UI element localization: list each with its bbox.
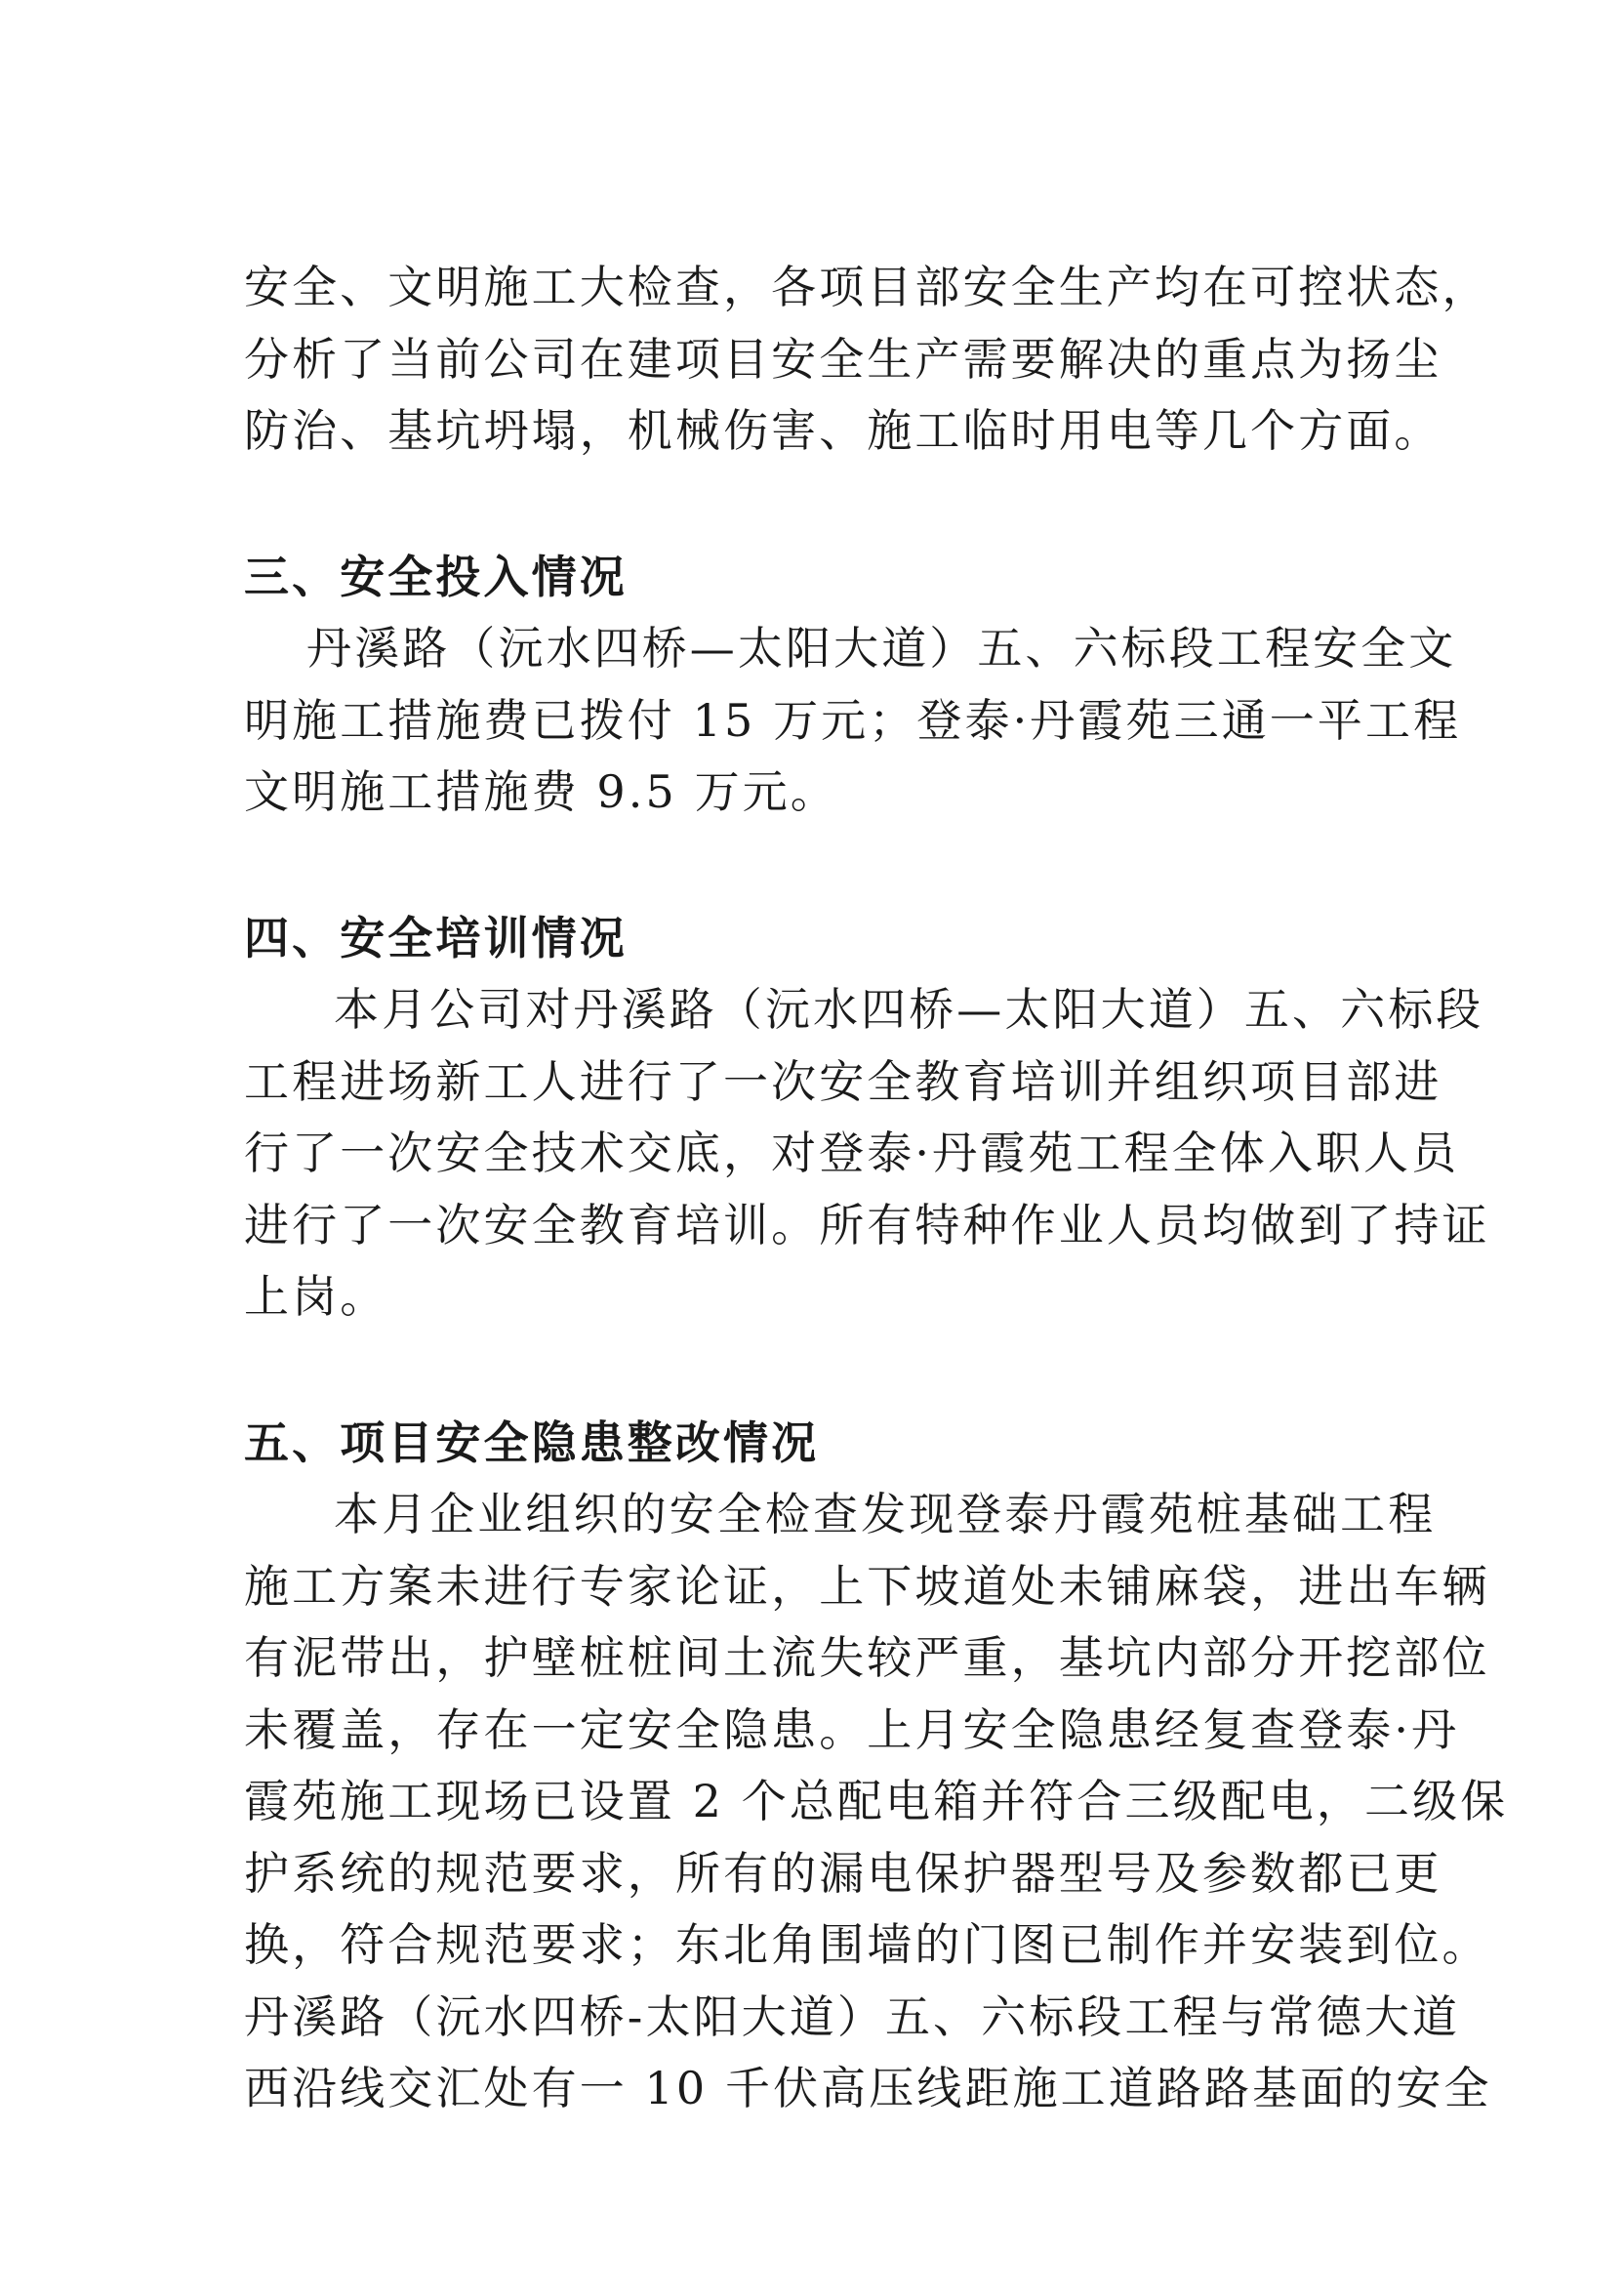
text-line: 安全、文明施工大检查，各项目部安全生产均在可控状态，	[244, 261, 1490, 313]
text-line: 丹溪路（沅水四桥—太阳大道）五、六标段工程安全文	[306, 622, 1457, 675]
text-line: 分析了当前公司在建项目安全生产需要解决的重点为扬尘	[244, 332, 1442, 386]
document-body	[244, 252, 1509, 2125]
text-line: 本月企业组织的安全检查发现登泰丹霞苑桩基础工程	[334, 1488, 1437, 1540]
text-line: 护系统的规范要求，所有的漏电保护器型号及参数都已更	[244, 1846, 1442, 1900]
text-line: 明施工措施费已拨付 15 万元；登泰·丹霞苑三通一平工程	[244, 693, 1462, 747]
section-safety-training	[244, 903, 1490, 1333]
text-line: 防治、基坑坍塌，机械伤害、施工临时用电等几个方面。	[244, 404, 1442, 457]
section-spacer	[244, 1333, 1386, 1408]
text-line: 进行了一次安全教育培训。所有特种作业人员均做到了持证	[244, 1198, 1490, 1251]
text-line: 本月公司对丹溪路（沅水四桥—太阳大道）五、六标段	[334, 983, 1484, 1036]
section-spacer	[244, 829, 1386, 903]
section-heading: 五、项目安全隐患整改情况	[244, 1415, 820, 1469]
intro-paragraph	[244, 252, 1490, 468]
text-line: 西沿线交汇处有一 10 千伏高压线距施工道路路基面的安全	[244, 2062, 1492, 2114]
text-line: 丹溪路（沅水四桥-太阳大道）五、六标段工程与常德大道	[244, 1989, 1461, 2043]
section-hazard-rectification	[244, 1408, 1509, 2125]
text-line: 工程进场新工人进行了一次安全教育培训并组织项目部进	[244, 1054, 1442, 1108]
text-line: 上岗。	[244, 1270, 388, 1323]
section-heading: 四、安全培训情况	[244, 911, 628, 964]
text-line: 换，符合规范要求；东北角围墙的门图已制作并安装到位。	[244, 1918, 1490, 1971]
section-spacer	[244, 468, 1386, 542]
text-line: 未覆盖，存在一定安全隐患。上月安全隐患经复查登泰·丹	[244, 1702, 1460, 1756]
text-line: 行了一次安全技术交底，对登泰·丹霞苑工程全体入职人员	[244, 1127, 1460, 1179]
section-safety-investment	[244, 542, 1462, 829]
text-line: 霞苑施工现场已设置 2 个总配电箱并符合三级配电，二级保	[244, 1775, 1509, 1827]
text-line: 文明施工措施费 9.5 万元。	[244, 765, 838, 818]
text-line: 有泥带出，护壁桩桩间土流失较严重，基坑内部分开挖部位	[244, 1631, 1490, 1684]
section-heading: 三、安全投入情况	[244, 550, 628, 603]
text-line: 施工方案未进行专家论证，上下坡道处未铺麻袋，进出车辆	[244, 1559, 1490, 1613]
